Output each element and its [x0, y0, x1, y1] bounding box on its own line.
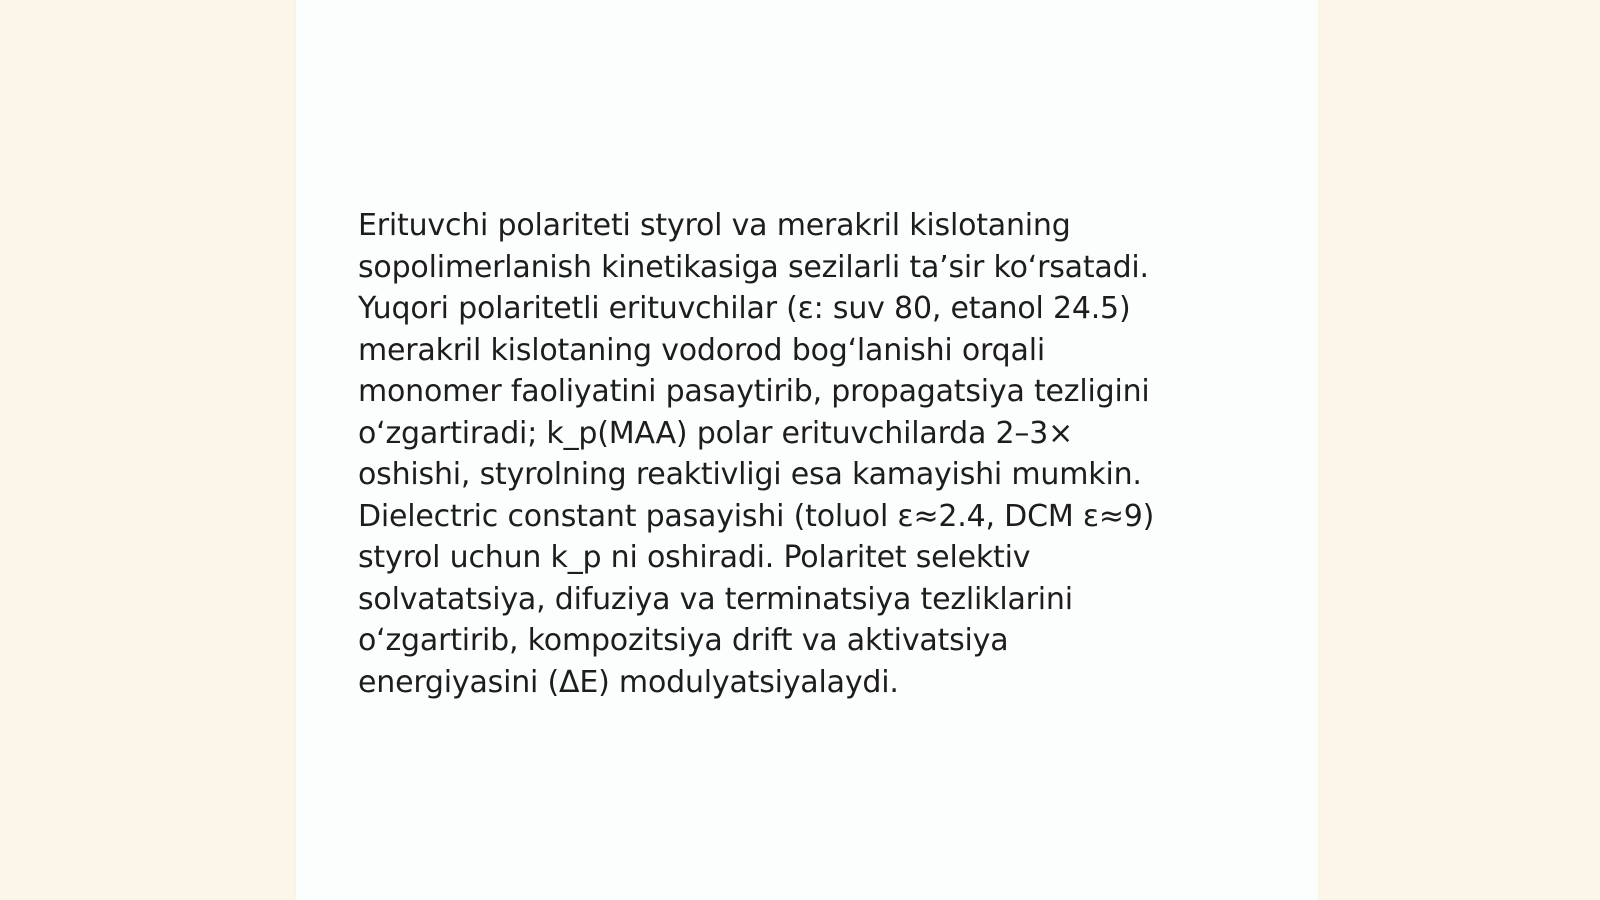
paragraph-line-2: sopolimerlanish kinetikasiga sezilarli ta’sir ko‘rsatadi.: [358, 249, 1149, 285]
paragraph-line-10: solvatatsiya, difuziya va terminatsiya tezliklarini: [358, 581, 1073, 617]
paragraph-line-8: Dielectric constant pasayishi (toluol ε≈2.4, DCM ε≈9): [358, 498, 1155, 534]
paragraph-line-3: Yuqori polaritetli erituvchilar (ε: suv 80, etanol 24.5): [358, 291, 1131, 326]
paragraph-line-5: monomer faoliyatini pasaytirib, propagatsiya tezligini: [358, 374, 1150, 409]
paragraph-line-1: Erituvchi polariteti styrol va merakril kislotaning: [358, 208, 1071, 243]
paragraph-line-11: o‘zgartirib, kompozitsiya drift va aktivatsiya: [358, 623, 1009, 658]
paragraph-line-4: merakril kislotaning vodorod bog‘lanishi orqali: [358, 332, 1045, 368]
paragraph-line-7: oshishi, styrolning reaktivligi esa kamayishi mumkin.: [358, 457, 1142, 492]
paragraph-line-9: styrol uchun k_p ni oshiradi. Polaritet selektiv: [358, 540, 1031, 575]
paragraph-line-12: energiyasini (ΔE) modulyatsiyalaydi.: [358, 664, 899, 700]
main-paragraph: [358, 205, 1238, 703]
paragraph-line-6: o‘zgartiradi; k_p(MAA) polar erituvchilarda 2–3×: [358, 415, 1074, 451]
page-panel: [296, 0, 1318, 900]
